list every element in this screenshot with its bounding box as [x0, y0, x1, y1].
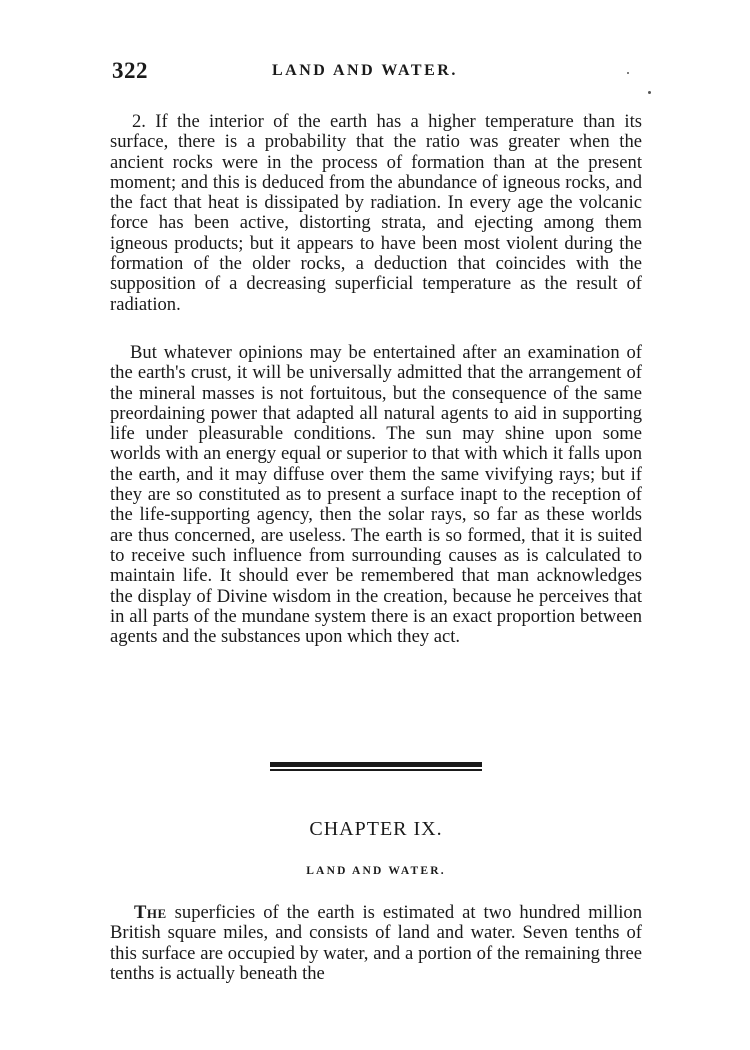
- running-title: LAND AND WATER.: [272, 62, 458, 79]
- chapter-opening-paragraph: [110, 903, 642, 984]
- paragraph-2: But whatever opinions may be entertained after an examination of the earth's crust, it will be universally admitted that the arrangement of the mineral masses is not fortuitous, but the consequence of the same preordaining power that adapted all natural agents to aid in supporting life under pleasurable conditions. The sun may shine upon some worlds with an energy equal or superior to that with which it falls upon the earth, and it may diffuse over them the same vivifying rays; but if they are so constituted as to present a surface inapt to the reception of the life-supporting agency, then the solar rays, so far as these worlds are thus concerned, are useless. The earth is so formed, that it is suited to receive such influence from surrounding causes as is calculated to maintain life. It should ever be remembered that man acknowledges the display of Divine wisdom in the creation, because he perceives that in all parts of the mundane system there is an exact proportion between agents and the substances upon which they act.: [110, 342, 642, 648]
- print-speck: [627, 72, 629, 74]
- chapter-subtitle: LAND AND WATER.: [306, 865, 446, 877]
- print-speck: [648, 91, 651, 94]
- running-head: [112, 58, 632, 88]
- paragraph-1: 2. If the interior of the earth has a higher temperature than its surface, there is a probability that the ratio was greater when the ancient rocks were in the process of formation than at the present moment; and this is deduced from the abundance of igneous rocks, and the fact that heat is dissipated by radiation. In every age the volcanic force has been active, distorting strata, and ejecting among them igneous products; but it appears to have been most violent during the formation of the older rocks, a deduction that coincides with the supposition of a decreasing superficial temperature as the result of radiation.: [110, 111, 642, 315]
- opening-lead-word: The: [134, 902, 167, 923]
- divider-thin-line: [270, 769, 482, 771]
- page-number: 322: [112, 58, 148, 83]
- opening-paragraph-text: superficies of the earth is estimated at two hundred million British square miles, and consists of land and water. Seven tenths of this surface are occupied by water, and a portion of the remaining three tenths is actually beneath the: [110, 902, 642, 984]
- chapter-heading: CHAPTER IX.: [309, 818, 443, 840]
- divider-thick-line: [270, 762, 482, 767]
- chapter-divider-rule: [270, 762, 482, 772]
